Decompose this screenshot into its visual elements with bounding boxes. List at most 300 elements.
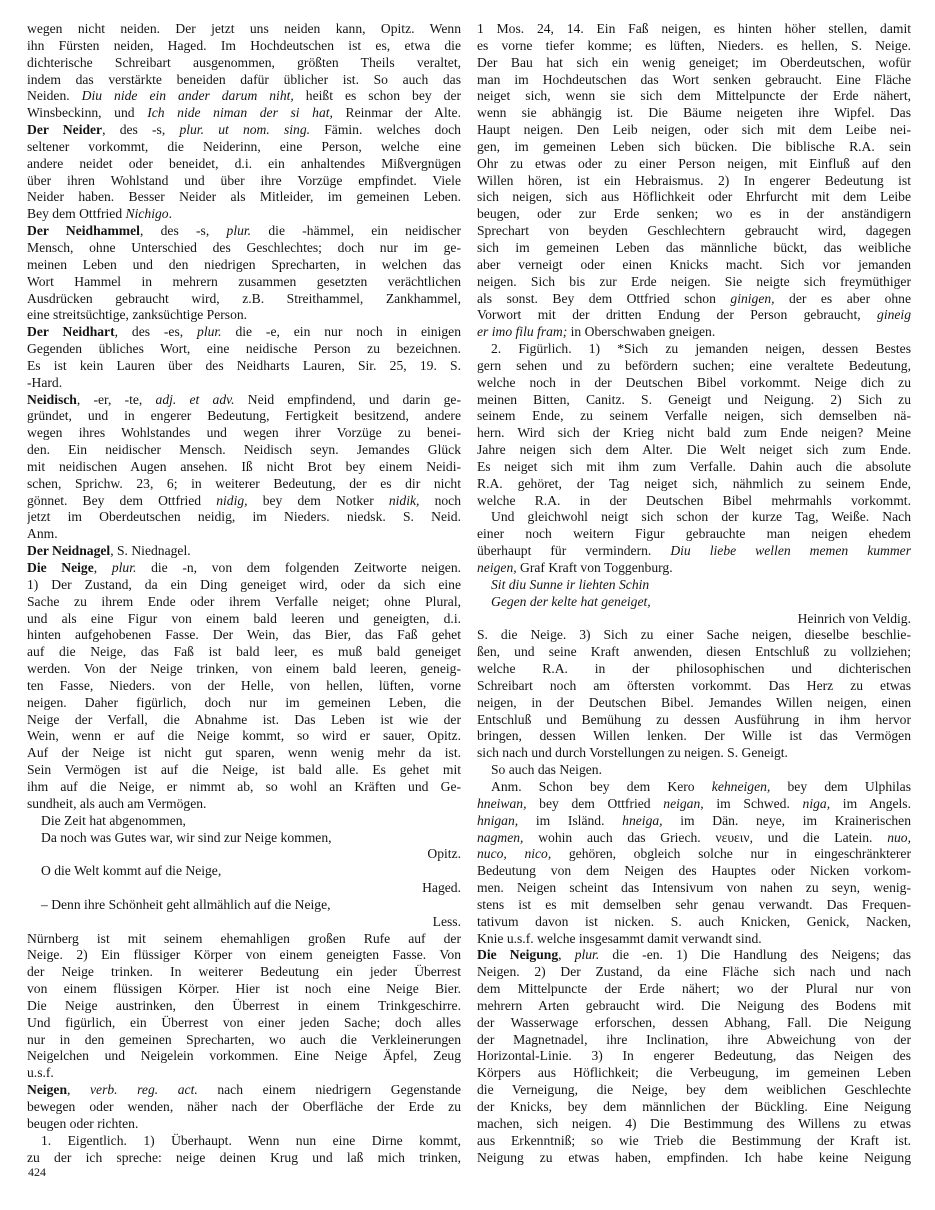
italic-text: Ich nide niman der si hat,: [147, 105, 333, 121]
body-text: ,: [67, 1082, 91, 1098]
text-line: [477, 981, 911, 998]
text-line: [477, 307, 911, 324]
text-line: [27, 813, 461, 830]
body-text: werden. Von der Neige trinken, von einem bald leeren, geneig-: [27, 661, 461, 677]
body-text: Der Bau hat sich ein wenig geneiget; im Oberdeutschen, wofür: [477, 54, 911, 70]
body-text: tativum davon ist nicken. S. auch Knicken, Genick, Nacken,: [477, 913, 911, 929]
body-text: , des -es,: [114, 324, 198, 340]
body-text: Nürnberg ist mit seinem ehemahligen großen Rufe auf der: [27, 930, 461, 946]
body-text: S. die Neige. 3) Sich zu einer Sache neigen, dieselbe beschlie-: [477, 627, 911, 643]
text-line: [27, 931, 461, 948]
text-line: [477, 1150, 911, 1167]
body-text: Schreibart noch am öftersten vorkommt. Das Herz zu etwas: [477, 677, 911, 693]
body-text: wegen nicht neiden. Der jetzt uns neiden kann, Opitz. Wenn: [27, 21, 461, 36]
body-text: Haupt neigen. Den Leib neigen, oder sich mit dem Leibe nei-: [477, 122, 911, 138]
body-text: 1) Der Zustand, da ein Ding geneiget wird, oder da sich eine: [27, 576, 461, 592]
italic-text: Diu nide ein ander darum niht,: [81, 88, 294, 104]
text-line: [27, 880, 461, 897]
body-text: Willen hören, ist ein Hebraismus. 2) In engerer Bedeutung ist: [477, 172, 911, 188]
text-line: [27, 712, 461, 729]
body-text: wohin auch das Griech. νευειν, und die Latein.: [523, 829, 888, 845]
body-text: men. Neigen scheint das Intensivum von nahen zu seyn, wenig-: [477, 880, 911, 896]
text-line: [27, 509, 461, 526]
body-text: Und figürlich, ein Überrest von einer jeden Sache; doch alles: [27, 1014, 461, 1030]
body-text: gehören, obgleich solche nur in eingeschränkterer: [551, 846, 911, 862]
italic-text: adj. et adv.: [155, 391, 235, 407]
text-line: [477, 425, 911, 442]
text-line: [27, 72, 461, 89]
text-line: [27, 678, 461, 695]
body-text: es vorne tiefer komme; es lüften, Nieders. es hellen, S. Neige.: [477, 37, 911, 53]
text-line: [27, 779, 461, 796]
body-text: noch: [419, 492, 461, 508]
italic-text: er imo filu fram;: [477, 324, 568, 340]
body-text: Vorwort mit der dritten Endung der Person gebraucht,: [477, 307, 878, 323]
body-text: im Schwed.: [703, 795, 803, 811]
text-line: [27, 307, 461, 324]
text-line: [27, 644, 461, 661]
body-text: sich im gemeinen Leben das männliche bückt, das weibliche: [477, 239, 911, 255]
body-text: auf die Neige, das Faß ist bald leer, es muß bald geneiget: [27, 644, 461, 660]
text-line: [27, 55, 461, 72]
text-line: [27, 257, 461, 274]
text-line: [477, 560, 911, 577]
italic-text: plur. ut nom. sing.: [179, 122, 311, 138]
headword-text: Neigen: [27, 1082, 68, 1098]
italic-text: hneiga,: [622, 812, 663, 828]
text-line: [477, 796, 911, 813]
text-line: [477, 509, 911, 526]
italic-text: plur.: [197, 324, 222, 340]
text-line: [27, 964, 461, 981]
body-text: eine streitsüchtige, zanksüchtige Person.: [27, 307, 248, 323]
body-text: u.s.f.: [27, 1065, 54, 1081]
text-line: [27, 392, 461, 409]
body-text: wenn sie abhängig ist. Die Bäume neigeten ihre Wipfel. Das: [477, 105, 911, 121]
italic-text: niga,: [802, 795, 831, 811]
body-text: meinen Leben und den niedrigen Sprecharten, in welchen das: [27, 256, 461, 272]
text-line: [27, 1015, 461, 1032]
text-line: [477, 173, 911, 190]
text-line: [477, 543, 911, 560]
body-text: Und gleichwohl neigt sich schon der kurze Tag, Weiße. Nach: [491, 509, 911, 525]
headword-text: Der Neidnagel: [27, 543, 111, 559]
body-text: , S. Niednagel.: [110, 543, 191, 559]
text-line: [27, 526, 461, 543]
text-line: [477, 240, 911, 257]
body-text: Jahre neigen sich dem Alter. Die Welt neiget sich zum Ende.: [477, 442, 911, 458]
body-text: Graf Kraft von Toggenburg.: [516, 560, 673, 575]
body-text: neiget sich, wenn sie sich dem Mittelpuncte der Erde nähert,: [477, 88, 911, 104]
italic-text: ginigen,: [730, 290, 775, 306]
headword-text: Neidisch: [27, 391, 77, 407]
text-line: [27, 156, 461, 173]
text-line: [477, 257, 911, 274]
text-line: [27, 762, 461, 779]
body-text: zu der ich spreche: neige deinen Krug und laß mich trinken,: [27, 1149, 461, 1165]
text-line: [27, 981, 461, 998]
text-line: [27, 173, 461, 190]
body-text: die Verneigung, die Neige, bey dem weiblichen Geschlechte: [477, 1082, 911, 1098]
text-line: [27, 728, 461, 745]
body-text: Es neiget sich mit ihm zum Verfalle. Dahin auch die absolute: [477, 458, 911, 474]
body-text: welche R.A. in der philosophischen und dichterischen: [477, 661, 911, 677]
text-line: [477, 897, 911, 914]
text-line: [477, 189, 911, 206]
text-line: [27, 240, 461, 257]
text-line: [27, 1082, 461, 1099]
text-line: [27, 594, 461, 611]
body-text: Sein Vermögen ist auf die Neige, ist bald alle. Es gehet mit: [27, 762, 461, 778]
headword-text: Der Neider: [27, 122, 103, 138]
text-line: [27, 206, 461, 223]
text-line: [27, 1048, 461, 1065]
italic-text: plur.: [111, 560, 137, 575]
text-line: [477, 122, 911, 139]
text-line: [477, 830, 911, 847]
body-text: beugen, oder zur Erde senken; wo es in der anständigern: [477, 206, 911, 222]
body-text: bey dem Ottfried: [526, 795, 664, 811]
text-line: [477, 206, 911, 223]
italic-text: neigen,: [477, 560, 517, 575]
body-text: Mensch, ohne Unterschied des Geschlechtes; doch nur im ge-: [27, 239, 461, 255]
body-text: Winsbeckinn, und: [27, 105, 148, 121]
body-text: aber verneigt oder einen Knicks macht. Sich vor jemanden: [477, 256, 911, 272]
body-text: neigen. Sich bis zur Erde neigen. Sie neigte sich freymüthiger: [477, 273, 911, 289]
text-line: [27, 408, 461, 425]
italic-text: gineig: [877, 307, 911, 323]
body-text: gönnet. Bey dem Ottfried: [27, 492, 217, 508]
text-line: [477, 661, 911, 678]
text-line: [477, 914, 911, 931]
body-text: der Knicks, bey dem männlichen der Bückling. Eine Neigung: [477, 1099, 911, 1114]
text-line: [477, 105, 911, 122]
text-line: [27, 189, 461, 206]
body-text: meinen Bitten, Canitz. S. Geneigt und Neigung. 2) Sich zu: [477, 391, 911, 407]
body-text: Da noch was Gutes war, wir sind zur Neige kommen,: [41, 829, 332, 845]
body-text: im Isländ.: [518, 812, 623, 828]
body-text: heißt es schon bey der: [293, 88, 461, 104]
body-text: im Dän. neye, im Krainerischen: [662, 812, 911, 828]
body-text: Anm.: [27, 526, 58, 542]
text-line: [477, 1065, 911, 1082]
text-line: [27, 998, 461, 1015]
italic-text: Diu liebe wellen memen kummer: [670, 543, 911, 559]
text-line: [477, 408, 911, 425]
text-line: [477, 526, 911, 543]
text-line: [477, 358, 911, 375]
body-text: welche R.A. in der Deutschen Bibel mehrmahls vorkommt.: [477, 492, 911, 508]
body-text: der Wasserwage erforschen, dessen Abhang, Fall. Die Neigung: [477, 1014, 911, 1030]
body-text: Gegenden übliches Wort, eine neidische Person zu bezeichnen.: [27, 341, 461, 357]
italic-text: Nichigo: [125, 206, 169, 222]
body-text: dichterische Schreibart ausgenommen, größten Theils veraltet,: [27, 54, 461, 70]
text-line: [477, 72, 911, 89]
body-text: R.A. gehöret, der Tag neiget sich, nähmlich zu seinem Ende,: [477, 475, 911, 491]
body-text: , des -s,: [102, 122, 180, 138]
body-text: den. Ein neidischer Mensch. Neidisch seyn. Jemandes Glück: [27, 442, 461, 458]
text-line: [27, 1150, 461, 1167]
text-line: [27, 324, 461, 341]
body-text: bringen, dessen Willen lenken. Der Wille ist das Vermögen: [477, 728, 911, 744]
body-text: ,: [558, 947, 575, 963]
text-line: [27, 560, 461, 577]
body-text: Sprechart von beyden Geschlechtern gebraucht wird, dagegen: [477, 223, 911, 239]
text-line: [27, 223, 461, 240]
italic-text: neigan,: [663, 795, 704, 811]
text-line: [27, 796, 461, 813]
text-line: [27, 425, 461, 442]
body-text: 1 Mos. 24, 14. Ein Faß neigen, es hinten höher stellen, damit: [477, 21, 911, 36]
headword-text: Die Neige: [27, 560, 94, 575]
body-text: 2. Figürlich. 1) *Sich zu jemanden neigen, dessen Bestes: [491, 341, 911, 357]
text-line: [477, 1099, 911, 1116]
body-text: nur in den gemeinen Sprecharten, wo auch die Verkleinerungen: [27, 1031, 461, 1047]
body-text: hinten aufgehobenen Fasse. Der Wein, das Bier, das Faß gehet: [27, 627, 461, 643]
body-text: der Neige trinken. In weiterer Bedeutung ein jeder Überrest: [27, 964, 461, 980]
text-line: [27, 21, 461, 38]
body-text: mehrern Arten gebraucht wird. Die Neigung des Bodens mit: [477, 997, 911, 1013]
body-text: aus Erkenntniß; so wie Trieb die Bestimmung der Kraft ist.: [477, 1132, 911, 1148]
text-line: [27, 846, 461, 863]
text-line: [477, 55, 911, 72]
body-text: ten Fasse, Nieders. von der Helle, von hellen, lüften, vorne: [27, 677, 461, 693]
headword-text: Die Neigung: [477, 947, 559, 963]
body-text: seltener vorkommt, die Neiderinn, eine Person, welche eine: [27, 138, 461, 154]
text-line: [477, 1048, 911, 1065]
body-text: die -n, von dem folgenden Zeitworte neigen.: [136, 560, 461, 575]
body-text: der es aber ohne: [774, 290, 911, 306]
body-text: Die Zeit hat abgenommen,: [41, 812, 186, 828]
body-text: Neid empfindend, und darin ge-: [234, 391, 461, 407]
italic-text: nidig,: [216, 492, 248, 508]
text-line: [27, 1065, 461, 1082]
body-text: Reinmar der Alte.: [332, 105, 461, 121]
italic-text: kehneigen,: [711, 778, 771, 794]
body-text: mit neidischen Augen ansehen. Iß nicht Brot bey einem Neidi-: [27, 458, 461, 474]
text-line: [27, 661, 461, 678]
body-text: Haged.: [422, 880, 461, 896]
text-line: [27, 139, 461, 156]
text-line: [477, 728, 911, 745]
text-line: [477, 678, 911, 695]
body-text: -Hard.: [27, 374, 63, 390]
text-line: [477, 745, 911, 762]
body-text: bewegen oder wenden, näher nach der Oberfläche der Erde zu: [27, 1099, 461, 1114]
body-text: Neiden.: [27, 88, 82, 104]
body-text: , -er, -te,: [76, 391, 156, 407]
text-line: [27, 947, 461, 964]
italic-text: nuo,: [887, 829, 911, 845]
text-line: [27, 611, 461, 628]
body-text: sich nach und durch Vorstellungen zu neigen. S. Geneigt.: [477, 745, 788, 761]
body-text: seinem Ende, zu seinem Verfalle neigen, sich demselben nä-: [477, 408, 911, 424]
body-text: gern sehen und zu befördern suchen; eine veraltete Bedeutung,: [477, 357, 911, 373]
text-line: [477, 712, 911, 729]
text-line: [477, 88, 911, 105]
body-text: Auf der Neige ist nicht gut sparen, wenn wenig mehr da ist.: [27, 745, 461, 761]
body-text: der Magnetnadel, ihre Inclination, ihre Abweichung von der: [477, 1031, 911, 1047]
italic-text: nidik,: [388, 492, 420, 508]
body-text: , des -s,: [139, 223, 227, 239]
text-line: [477, 274, 911, 291]
body-text: einer noch weitern Figur gebrauchte man neigen ehedem: [477, 526, 911, 542]
body-text: 1. Eigentlich. 1) Überhaupt. Wenn nun eine Dirne kommt,: [41, 1132, 461, 1148]
page-number: 424: [28, 1165, 46, 1179]
body-text: schen, Sprichw. 23, 6; in weiterer Bedeutung, der es dir nicht: [27, 475, 461, 491]
body-text: ihn Fürsten neiden, Haged. Im Hochdeutschen ist es, etwa die: [27, 37, 461, 53]
body-text: Neige. 2) Ein flüssiger Körper von einem geneigten Fasse. Von: [27, 947, 461, 963]
text-line: [27, 830, 461, 847]
text-line: [27, 695, 461, 712]
text-line: [27, 122, 461, 139]
body-text: Horizontal-Linie. 3) In engerer Bedeutung, das Neigen des: [477, 1048, 911, 1064]
body-text: über ihren Wohlstand und über ihre Vorzüge empfindet. Viele: [27, 172, 461, 188]
text-line: [477, 813, 911, 830]
text-line: [477, 594, 911, 611]
body-text: Neigen. 2) Der Zustand, da eine Fläche sich nach und nach: [477, 964, 911, 980]
text-line: [477, 998, 911, 1015]
body-text: Sache zu ihrem Ende oder ihrem Verfalle neiget; ohne Plural,: [27, 593, 461, 609]
body-text: ßen, und seine Kraft anwenden, diesen Entschluß zu vollziehen;: [477, 644, 911, 660]
body-text: die -e, ein nur noch in einigen: [221, 324, 461, 340]
body-text: neigen. Daher figürlich, doch nur im gemeinen Leben, die: [27, 694, 461, 710]
body-text: die -hämmel, ein neidischer: [251, 223, 461, 239]
text-line: [477, 611, 911, 628]
body-text: Ausdrücken gebraucht wird, z.B. Streithammel, Zankhammel,: [27, 290, 461, 306]
body-text: andere neidet oder beneidet, d.i. ein anhaltendes Mißvergnügen: [27, 155, 461, 171]
text-line: [27, 543, 461, 560]
text-line: [477, 38, 911, 55]
text-line: [27, 863, 461, 880]
text-line: [27, 1116, 461, 1133]
text-line: [477, 1032, 911, 1049]
text-line: [477, 779, 911, 796]
body-text: Körpers aus Höflichkeit; die Verbeugung, im gemeinen Leben: [477, 1065, 911, 1081]
text-line: [477, 223, 911, 240]
body-text: indem das verstärkte beneiden dafür üblicher ist. So auch das: [27, 71, 461, 87]
text-line: [477, 493, 911, 510]
body-text: man im Hochdeutschen das Wort senken gebraucht. Eine Fläche: [477, 71, 911, 87]
italic-text: hnigan,: [477, 812, 519, 828]
body-text: Less.: [432, 913, 461, 929]
text-line: [477, 21, 911, 38]
body-text: Ohr zu etwas oder zu einer Person neigen, mit Einfluß auf den: [477, 155, 911, 171]
text-line: [477, 947, 911, 964]
headword-text: Der Neidhart: [27, 324, 115, 340]
text-column-left: [27, 21, 461, 1166]
body-text: Es ist kein Lauren über des Neidharts Lauren, Sir. 25, 19. S.: [27, 357, 461, 373]
body-text: als sonst. Bey dem Ottfried schon: [477, 290, 731, 306]
body-text: Wein, wenn er auf die Neige kommt, so wird er sauer, Opitz.: [27, 728, 461, 744]
body-text: Entschluß und Bemühung zu dessen Ausführung in ihm hervor: [477, 711, 911, 727]
text-line: [27, 291, 461, 308]
body-text: im Angels.: [830, 795, 911, 811]
text-line: [27, 897, 461, 914]
text-line: [27, 1133, 461, 1150]
body-text: von einem flüssigen Körper. Hier ist noch eine Neige Bier.: [27, 981, 461, 997]
text-line: [477, 880, 911, 897]
body-text: O die Welt kommt auf die Neige,: [41, 863, 222, 879]
text-line: [27, 1099, 461, 1116]
body-text: .: [168, 206, 172, 222]
text-line: [477, 1133, 911, 1150]
body-text: ,: [93, 560, 112, 575]
text-line: [27, 1032, 461, 1049]
body-text: Neigelchen und Neigelein vorkommen. Eine Neige Äpfel, Zeug: [27, 1048, 461, 1064]
text-line: [477, 341, 911, 358]
body-text: dem Mittelpuncte der Erde nähert; wo der Plural nur von: [477, 981, 911, 997]
text-line: [477, 762, 911, 779]
italic-text: Gegen der kelte hat geneiget,: [491, 593, 651, 609]
body-text: welche noch in der Deutschen Bibel vorkommt. Neige dich zu: [477, 374, 911, 390]
body-text: Die Neige austrinken, den Überrest in einem Trinkgeschirre.: [27, 997, 461, 1013]
body-text: gründet, und in engerer Bedeutung, Fertigkeit besitzend, andere: [27, 408, 461, 424]
body-text: jetzt im Oberdeutschen neidig, im Nieders. niedsk. S. Neid.: [27, 509, 461, 525]
text-line: [27, 38, 461, 55]
italic-text: hneiwan,: [477, 795, 527, 811]
text-line: [27, 493, 461, 510]
body-text: sundheit, als auch am Vermögen.: [27, 795, 207, 811]
text-line: [477, 392, 911, 409]
text-line: [477, 964, 911, 981]
body-text: die -en. 1) Die Handlung des Neigens; das: [599, 947, 911, 963]
body-text: Bey dem Ottfried: [27, 206, 126, 222]
body-text: gen, im gemeinen Leben sich bücken. Die biblische R.A. sein: [477, 138, 911, 154]
body-text: in Oberschwaben gneigen.: [567, 324, 716, 340]
italic-text: plur.: [226, 223, 252, 239]
body-text: Wort Hammel in mehrern zusammen gesetzten verächtlichen: [27, 273, 461, 289]
text-line: [27, 341, 461, 358]
text-line: [27, 358, 461, 375]
body-text: So auch das Neigen.: [491, 762, 602, 778]
text-line: [27, 105, 461, 122]
body-text: Anm. Schon bey dem Kero: [491, 778, 712, 794]
body-text: bey dem Ulphilas: [770, 778, 911, 794]
body-text: Heinrich von Veldig.: [797, 610, 911, 626]
text-column-right: [477, 21, 911, 1166]
italic-text: nuco, nico,: [477, 846, 552, 862]
text-line: [477, 577, 911, 594]
text-line: [477, 476, 911, 493]
body-text: ihm auf die Neige, er nimmt ab, so wohl an Kräften und Ge-: [27, 778, 461, 794]
italic-text: verb. reg. act.: [90, 1082, 198, 1098]
text-line: [477, 931, 911, 948]
body-text: Neige der Verfall, die Abnahme ist. Das Leben ist wie der: [27, 711, 461, 727]
text-line: [477, 1116, 911, 1133]
text-line: [477, 375, 911, 392]
body-text: Bedeutung von dem Neigen des Hauptes oder Nicken vorkom-: [477, 863, 911, 879]
text-line: [477, 1015, 911, 1032]
text-line: [477, 1082, 911, 1099]
text-line: [477, 644, 911, 661]
text-line: [477, 156, 911, 173]
text-line: [27, 476, 461, 493]
headword-text: Der Neidhammel: [27, 223, 140, 239]
body-text: Fämin. welches doch: [310, 122, 461, 138]
text-line: [477, 291, 911, 308]
text-line: [477, 139, 911, 156]
italic-text: nagmen,: [477, 829, 524, 845]
text-line: [477, 627, 911, 644]
text-line: [477, 846, 911, 863]
body-text: Neider haben. Besser Neider als Mitleider, im gemeinen Leben.: [27, 189, 461, 205]
body-text: nach einem niedrigern Gegenstande: [197, 1082, 461, 1098]
text-line: [477, 695, 911, 712]
text-line: [27, 459, 461, 476]
text-line: [27, 627, 461, 644]
body-text: überhaupt für vermindern.: [477, 543, 671, 559]
